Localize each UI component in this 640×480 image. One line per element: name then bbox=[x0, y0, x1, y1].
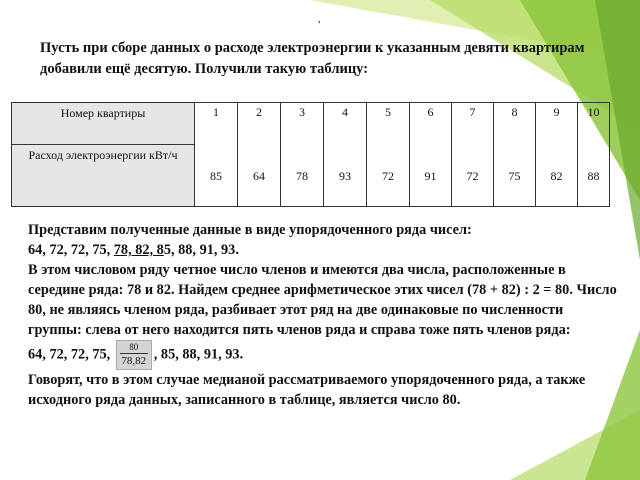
paragraph bbox=[28, 340, 618, 370]
consumption-value: 85 bbox=[210, 169, 222, 183]
apartment-number: 2 bbox=[256, 105, 262, 119]
consumption-value: 64 bbox=[253, 169, 265, 183]
table-column bbox=[536, 103, 578, 207]
table-column bbox=[324, 103, 367, 207]
table-column bbox=[410, 103, 452, 207]
table-column bbox=[494, 103, 536, 207]
table-column bbox=[281, 103, 324, 207]
consumption-table bbox=[11, 102, 610, 207]
consumption-value: 88 bbox=[587, 169, 600, 183]
fraction-denominator: 78,82 bbox=[121, 355, 147, 367]
consumption-value: 75 bbox=[508, 169, 521, 183]
apartment-number: 1 bbox=[213, 105, 219, 119]
sequence-part: 64, 72, 72, 75, bbox=[28, 242, 114, 258]
apartment-number: 7 bbox=[469, 105, 476, 119]
sequence-part: , 85, 88, 91, 93. bbox=[153, 346, 244, 363]
apartment-header: Номер квартиры bbox=[12, 103, 195, 145]
apartment-number: 5 bbox=[385, 105, 391, 119]
apartment-number: 9 bbox=[553, 105, 560, 119]
apartment-number: 3 bbox=[299, 105, 305, 119]
apartment-number: 8 bbox=[511, 105, 518, 119]
paragraph: В этом числовом ряду четное число членов и имеются два числа, расположенные в середине ряда: 78 и 82. Найдем среднее арифметическое этих чисел (78 + 82) : 2 = 80. Число 80, не являясь членом ряда, разбивает этот ряд на две одинаковые по численности группы: слева от него находится пять членов ряда и справа тоже пять членов ряда: bbox=[28, 262, 617, 338]
table-column bbox=[367, 103, 410, 207]
consumption-value: 93 bbox=[339, 169, 351, 183]
consumption-value: 72 bbox=[382, 169, 394, 183]
median-fraction-image bbox=[116, 340, 152, 370]
consumption-value: 82 bbox=[550, 169, 563, 183]
consumption-header: Расход электроэнергии кВт/ч bbox=[12, 145, 195, 207]
table-column bbox=[238, 103, 281, 207]
apartment-number: 6 bbox=[427, 105, 434, 119]
consumption-value: 72 bbox=[466, 169, 479, 183]
consumption-value: 78 bbox=[296, 169, 308, 183]
table-column bbox=[452, 103, 494, 207]
table-column bbox=[578, 103, 610, 207]
fraction-numerator: 80 bbox=[120, 341, 148, 354]
sequence-part: 64, 72, 72, 75, bbox=[28, 346, 114, 363]
table-column bbox=[195, 103, 238, 207]
sequence-part: 5, 88, 91, 93. bbox=[163, 242, 239, 258]
stray-mark: , bbox=[318, 14, 321, 25]
explanation-text bbox=[28, 220, 618, 410]
intro-text: Пусть при сборе данных о расходе электроэнергии к указанным девяти квартирам добавили ещё десятую. Получили такую таблицу: bbox=[40, 40, 585, 77]
text-line: Представим полученные данные в виде упорядоченного ряда чисел: bbox=[28, 222, 472, 238]
apartment-number: 4 bbox=[342, 105, 348, 119]
paragraph bbox=[28, 220, 618, 260]
consumption-value: 91 bbox=[424, 169, 437, 183]
paragraph: Говорят, что в этом случае медианой рассматриваемого упорядоченного ряда, а также исходного ряда данных, записанного в таблице, является число 80. bbox=[28, 372, 586, 408]
apartment-number: 10 bbox=[587, 105, 600, 119]
sequence-middle-underlined: 78, 82, 8 bbox=[113, 242, 164, 258]
